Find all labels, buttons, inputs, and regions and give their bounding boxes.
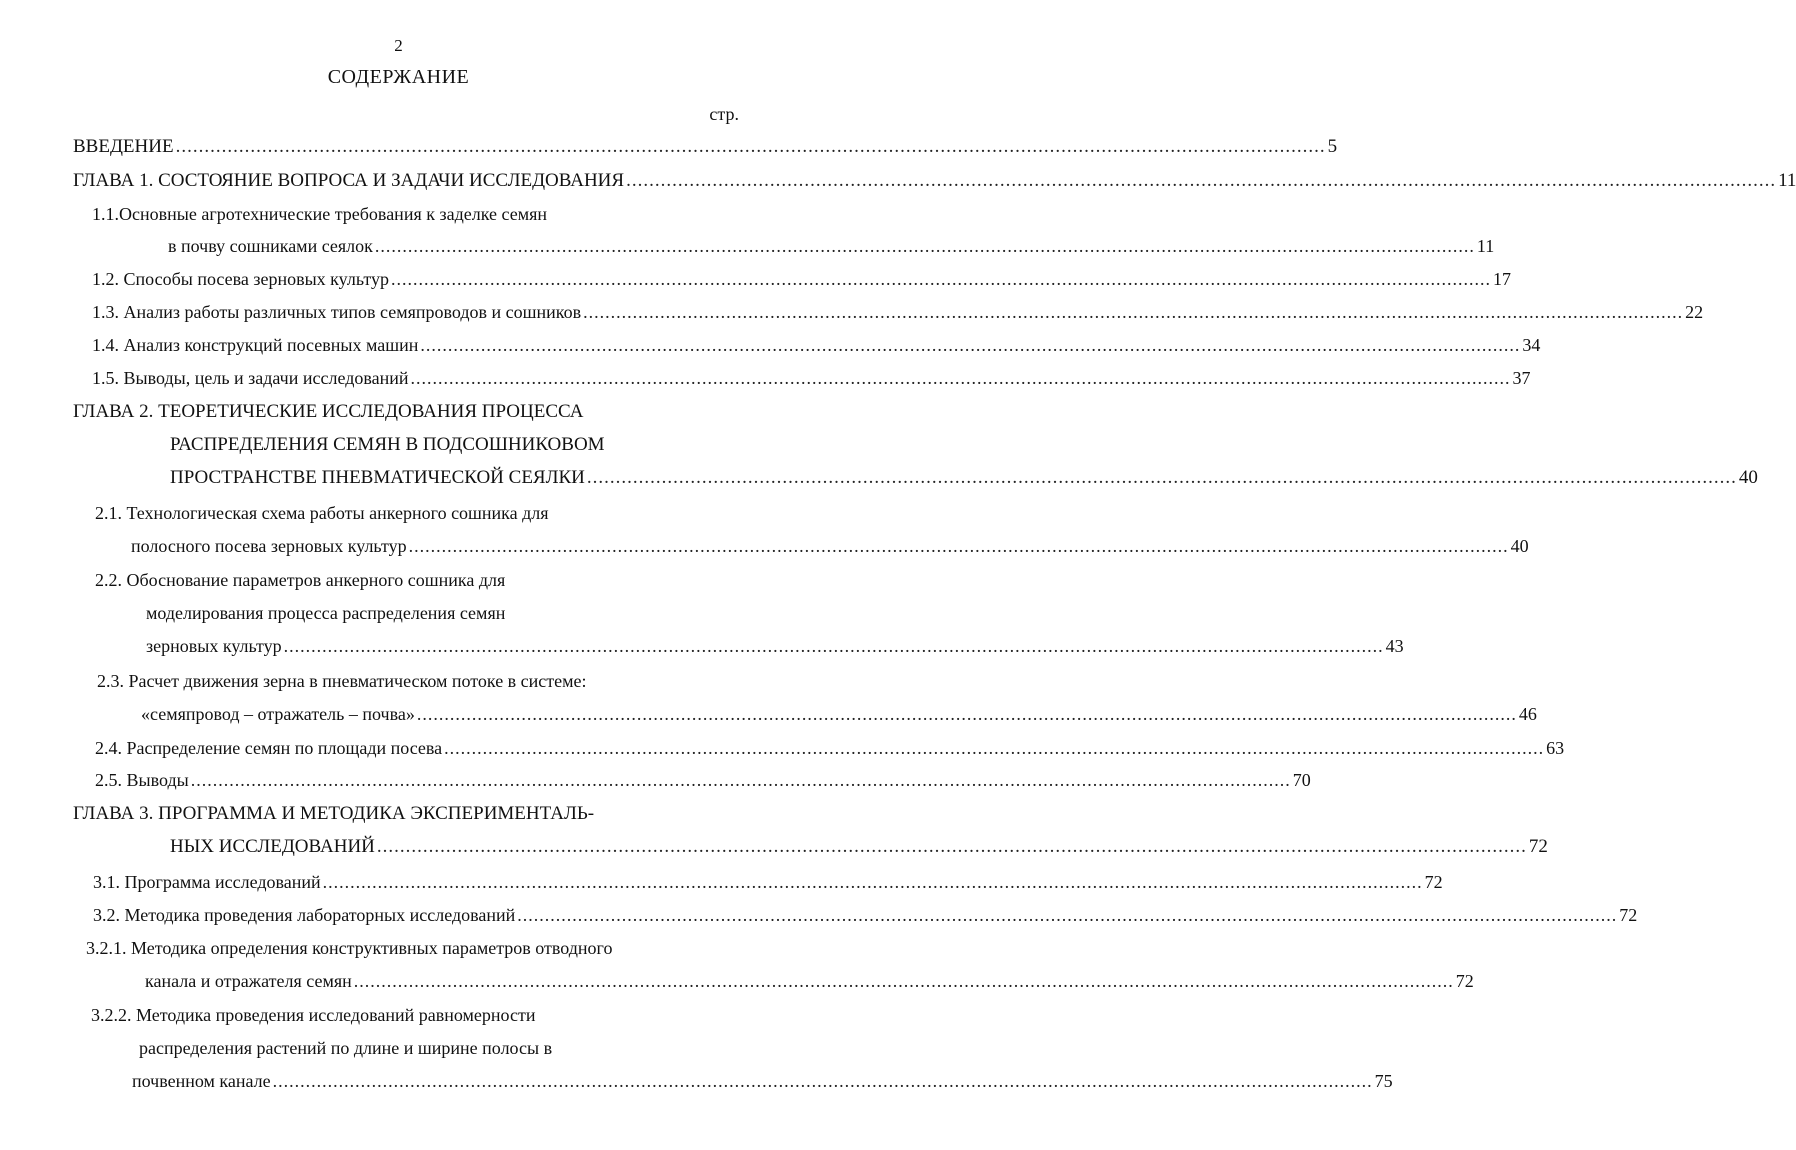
toc-entry-3-2-1-line1: 3.2.1. Методика определения конструктивных параметров отводного <box>86 938 613 958</box>
toc-entry-1-3 <box>92 301 1704 325</box>
toc-entry-page: 72 <box>1619 905 1638 925</box>
leader-dots: ........................................................................................................................................................................................................ <box>376 836 1527 857</box>
toc-entry-2-1 <box>131 535 1529 559</box>
leader-dots: ........................................................................................................................................................................................................ <box>283 636 1384 656</box>
toc-entry-2-2-line1: 2.2. Обоснование параметров анкерного сошника для <box>95 570 506 590</box>
leader-dots: ........................................................................................................................................................................................................ <box>420 335 1521 355</box>
toc-entry-page: 34 <box>1522 335 1541 355</box>
toc-entry-chapter-1 <box>73 170 1796 194</box>
toc-entry-page: 22 <box>1685 302 1704 322</box>
leader-dots: ........................................................................................................................................................................................................ <box>175 136 1326 157</box>
toc-entry-page: 70 <box>1292 770 1311 790</box>
leader-dots: ........................................................................................................................................................................................................ <box>374 236 1475 256</box>
toc-entry-title: 1.2. Способы посева зерновых культур <box>92 269 390 289</box>
toc-entry-title: в почву сошниками сеялок <box>168 236 373 256</box>
toc-entry-title: 2.4. Распределение семян по площади посева <box>95 738 443 758</box>
toc-entry-2-2-line2: моделирования процесса распределения семян <box>146 603 506 623</box>
toc-entry-page: 63 <box>1546 738 1565 758</box>
toc-entry-page: 72 <box>1528 836 1548 857</box>
page-title: СОДЕРЖАНИЕ <box>327 66 470 88</box>
toc-entry-1-2 <box>92 268 1512 292</box>
toc-entry-title: 1.5. Выводы, цель и задачи исследований <box>92 368 409 388</box>
toc-entry-page: 11 <box>1476 236 1495 256</box>
toc-entry-2-5 <box>95 769 1311 793</box>
toc-entry-page: 40 <box>1510 536 1529 556</box>
toc-entry-title: 1.3. Анализ работы различных типов семяпроводов и сошников <box>92 302 582 322</box>
toc-entry-title: 2.5. Выводы <box>95 770 189 790</box>
leader-dots: ........................................................................................................................................................................................................ <box>353 971 1454 991</box>
page-column-label: стр. <box>709 104 739 124</box>
leader-dots: ........................................................................................................................................................................................................ <box>190 770 1291 790</box>
page-number: 2 <box>394 36 403 55</box>
toc-entry-2-1-line1: 2.1. Технологическая схема работы анкерного сошника для <box>95 503 549 523</box>
toc-entry-title: полосного посева зерновых культур <box>131 536 407 556</box>
toc-entry-title: 3.1. Программа исследований <box>93 872 321 892</box>
toc-entry-title: 3.2. Методика проведения лабораторных исследований <box>93 905 516 925</box>
toc-entry-page: 75 <box>1374 1071 1393 1091</box>
toc-entry-3-2-1 <box>145 970 1474 994</box>
toc-entry-page: 72 <box>1455 971 1474 991</box>
leader-dots: ........................................................................................................................................................................................................ <box>410 368 1511 388</box>
toc-entry-page: 5 <box>1327 136 1338 157</box>
toc-entry-2-3 <box>141 703 1537 727</box>
toc-entry-1-4 <box>92 334 1541 358</box>
toc-entry-title: ГЛАВА 1. СОСТОЯНИЕ ВОПРОСА И ЗАДАЧИ ИССЛЕДОВАНИЯ <box>73 170 625 191</box>
toc-entry-1-1-line1: 1.1.Основные агротехнические требования к заделке семян <box>92 204 547 224</box>
toc-entry-title: 1.4. Анализ конструкций посевных машин <box>92 335 419 355</box>
toc-entry-title: почвенном канале <box>132 1071 271 1091</box>
toc-entry-chapter-3-line1: ГЛАВА 3. ПРОГРАММА И МЕТОДИКА ЭКСПЕРИМЕНТАЛЬ- <box>73 803 595 824</box>
leader-dots: ........................................................................................................................................................................................................ <box>322 872 1423 892</box>
toc-entry-page: 43 <box>1385 636 1404 656</box>
toc-entry-title: ВВЕДЕНИЕ <box>73 136 174 157</box>
toc-entry-title: канала и отражателя семян <box>145 971 352 991</box>
leader-dots: ........................................................................................................................................................................................................ <box>586 467 1737 488</box>
toc-entry-2-2 <box>146 635 1404 659</box>
toc-entry-title: зерновых культур <box>146 636 282 656</box>
leader-dots: ........................................................................................................................................................................................................ <box>444 738 1545 758</box>
toc-entry-intro <box>73 136 1338 160</box>
leader-dots: ........................................................................................................................................................................................................ <box>517 905 1618 925</box>
toc-entry-3-2 <box>93 904 1638 928</box>
toc-entry-page: 46 <box>1518 704 1537 724</box>
toc-entry-3-1 <box>93 871 1443 895</box>
leader-dots: ........................................................................................................................................................................................................ <box>626 170 1777 191</box>
toc-entry-title: «семяпровод – отражатель – почва» <box>141 704 415 724</box>
leader-dots: ........................................................................................................................................................................................................ <box>583 302 1684 322</box>
toc-entry-chapter-2 <box>170 467 1758 491</box>
toc-entry-2-3-line1: 2.3. Расчет движения зерна в пневматическом потоке в системе: <box>97 671 587 691</box>
toc-entry-2-4 <box>95 737 1565 761</box>
toc-entry-3-2-2-line2: распределения растений по длине и ширине полосы в <box>139 1038 553 1058</box>
toc-entry-page: 37 <box>1512 368 1531 388</box>
toc-entry-chapter-2-line2: РАСПРЕДЕЛЕНИЯ СЕМЯН В ПОДСОШНИКОВОМ <box>170 434 605 455</box>
toc-entry-1-1 <box>168 235 1495 259</box>
leader-dots: ........................................................................................................................................................................................................ <box>416 704 1517 724</box>
toc-entry-1-5 <box>92 367 1531 391</box>
leader-dots: ........................................................................................................................................................................................................ <box>272 1071 1373 1091</box>
toc-entry-page: 11 <box>1778 170 1796 191</box>
toc-entry-title: НЫХ ИССЛЕДОВАНИЙ <box>170 836 375 857</box>
toc-entry-chapter-2-line1: ГЛАВА 2. ТЕОРЕТИЧЕСКИЕ ИССЛЕДОВАНИЯ ПРОЦЕССА <box>73 401 584 422</box>
toc-entry-3-2-2 <box>132 1070 1393 1094</box>
toc-entry-3-2-2-line1: 3.2.2. Методика проведения исследований равномерности <box>91 1005 536 1025</box>
toc-entry-page: 72 <box>1424 872 1443 892</box>
leader-dots: ........................................................................................................................................................................................................ <box>391 269 1492 289</box>
toc-entry-chapter-3 <box>170 836 1548 860</box>
toc-entry-page: 17 <box>1493 269 1512 289</box>
toc-entry-title: ПРОСТРАНСТВЕ ПНЕВМАТИЧЕСКОЙ СЕЯЛКИ <box>170 467 585 488</box>
toc-entry-page: 40 <box>1738 467 1758 488</box>
leader-dots: ........................................................................................................................................................................................................ <box>408 536 1509 556</box>
